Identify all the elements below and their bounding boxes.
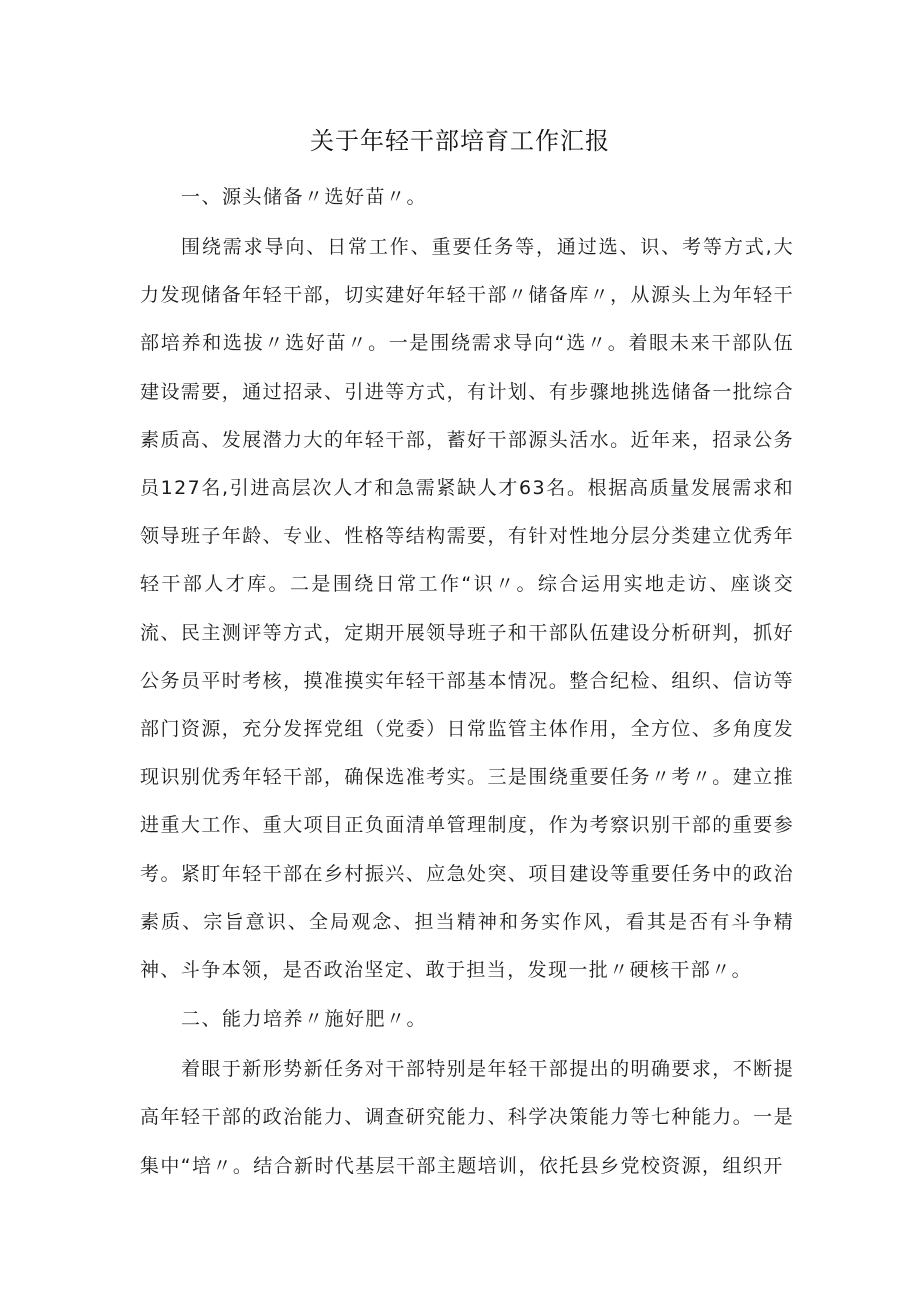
document-title: 关于年轻干部培育工作汇报 bbox=[310, 127, 610, 155]
section-heading-1: 一、源头储备〃选好苗〃。 bbox=[181, 186, 428, 208]
section-paragraph-1: 围绕需求导向、日常工作、重要任务等，通过选、识、考等方式,大力发现储备年轻干部，切实建好年轻干部〃储备库〃，从源头上为年轻干部培养和选拔〃选好苗〃。一是围绕需求导向“选〃。着眼未来干部队伍建设需要，通过招录、引进等方式，有计划、有步骤地挑选储备一批综合素质高、发展潜力大的年轻干部，蓄好干部源头活水。近年来，招录公务员127名,引进高层次人才和急需紧缺人才63名。根据高质量发展需求和领导班子年龄、专业、性格等结构需要，有针对性地分层分类建立优秀年轻干部人才库。二是围绕日常工作“识〃。综合运用实地走访、座谈交流、民主测评等方式，定期开展领导班子和干部队伍建设分析研判，抓好公务员平时考核，摸准摸实年轻干部基本情况。整合纪检、组织、信访等部门资源，充分发挥党组（党委）日常监管主体作用，全方位、多角度发现识别优秀年轻干部，确保选准考实。三是围绕重要任务〃考〃。建立推进重大工作、重大项目正负面清单管理制度，作为考察识别干部的重要参考。紧盯年轻干部在乡村振兴、应急处突、项目建设等重要任务中的政治素质、宗旨意识、全局观念、担当精神和务实作风，看其是否有斗争精神、斗争本领，是否政治坚定、敢于担当，发现一批〃硬核干部〃。 bbox=[140, 236, 794, 982]
section-heading-2: 二、能力培养〃施好肥〃。 bbox=[181, 1008, 428, 1031]
document-body bbox=[140, 172, 794, 1190]
section-paragraph-2: 着眼于新形势新任务对干部特别是年轻干部提出的明确要求，不断提高年轻干部的政治能力、调查研究能力、科学决策能力等七种能力。一是集中“培〃。结合新时代基层干部主题培训，依托县乡党校资源，组织开 bbox=[140, 1058, 794, 1177]
